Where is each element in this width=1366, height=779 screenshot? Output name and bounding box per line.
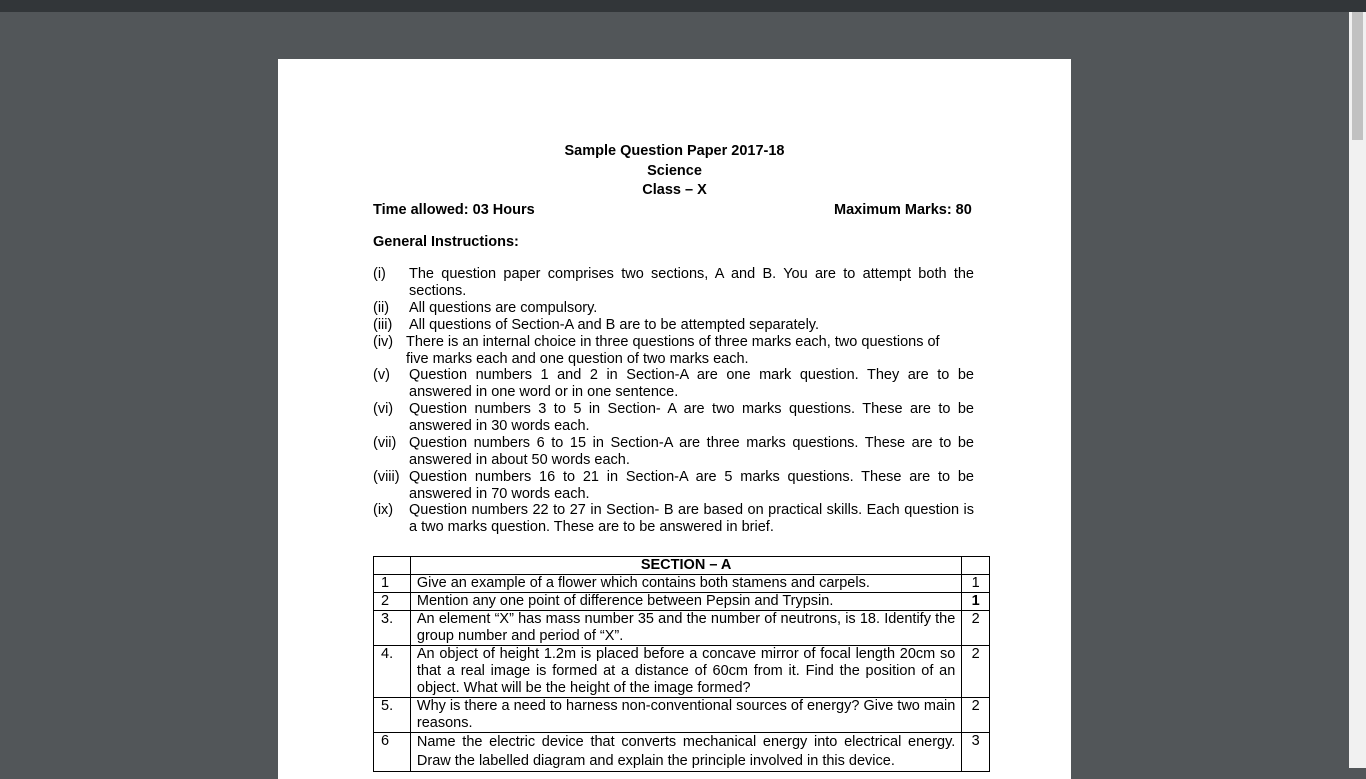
question-text: Why is there a need to harness non-conventional sources of energy? Give two main reasons.: [410, 698, 961, 733]
question-marks: 1: [962, 575, 990, 593]
instruction-number: (i): [373, 266, 386, 282]
paper-title: Sample Question Paper 2017-18: [564, 143, 785, 159]
instruction-text: All questions are compulsory.: [409, 300, 598, 316]
question-text: Name the electric device that converts mechanical energy into electrical energy. Draw the labelled diagram and explain the principle involved in this device.: [410, 733, 961, 772]
question-row: [374, 611, 990, 646]
question-marks: 2: [962, 611, 990, 646]
instruction-number: (vi): [373, 401, 394, 417]
question-number: 4.: [374, 646, 411, 698]
question-row: [374, 593, 990, 611]
question-text: Mention any one point of difference between Pepsin and Trypsin.: [410, 593, 961, 611]
question-row: [374, 646, 990, 698]
section-heading: SECTION – A: [410, 557, 961, 575]
scrollbar-thumb[interactable]: [1352, 12, 1363, 140]
question-text: An element “X” has mass number 35 and the number of neutrons, is 18. Identify the group number and period of “X”.: [410, 611, 961, 646]
general-instructions-heading: General Instructions:: [373, 234, 519, 250]
instruction-text: The question paper comprises two sections, A and B. You are to attempt both the sections.: [409, 266, 974, 299]
question-number: 5.: [374, 698, 411, 733]
instruction-text: Question numbers 3 to 5 in Section- A are two marks questions. These are to be answered in 30 words each.: [409, 401, 974, 434]
viewer-toolbar: [0, 0, 1366, 12]
instruction-number: (v): [373, 367, 390, 383]
instruction-text: Question numbers 1 and 2 in Section-A are one mark question. They are to be answered in one word or in one sentence.: [409, 367, 974, 400]
section-heading-row: [374, 557, 990, 575]
question-row: [374, 733, 990, 772]
question-number: 1: [374, 575, 411, 593]
paper-class: Class – X: [642, 182, 707, 198]
time-allowed: Time allowed: 03 Hours: [373, 202, 535, 218]
question-row: [374, 575, 990, 593]
question-row: [374, 698, 990, 733]
instruction-number: (ii): [373, 300, 390, 316]
maximum-marks: Maximum Marks: 80: [834, 202, 972, 218]
instruction-number: (iv): [373, 334, 394, 350]
question-number: 3.: [374, 611, 411, 646]
instruction-number: (iii): [373, 317, 393, 333]
instruction-text: Question numbers 6 to 15 in Section-A are three marks questions. These are to be answered in about 50 words each.: [409, 435, 974, 468]
section-a-table: [373, 556, 990, 772]
instruction-number: (viii): [373, 469, 400, 485]
question-marks: 2: [962, 698, 990, 733]
instruction-text: Question numbers 16 to 21 in Section-A are 5 marks questions. These are to be answered in 70 words each.: [409, 469, 974, 502]
question-text: Give an example of a flower which contains both stamens and carpels.: [410, 575, 961, 593]
instruction-text: There is an internal choice in three questions of three marks each, two questions of five marks each and one question of two marks each.: [406, 334, 940, 367]
instruction-text: Question numbers 22 to 27 in Section- B are based on practical skills. Each question is a two marks question. These are to be answered in brief.: [409, 502, 974, 535]
question-marks: 3: [962, 733, 990, 772]
question-marks: 2: [962, 646, 990, 698]
paper-subject: Science: [647, 163, 702, 179]
instruction-number: (vii): [373, 435, 397, 451]
vertical-scrollbar[interactable]: [1349, 12, 1366, 768]
question-marks: 1: [962, 593, 990, 611]
instruction-number: (ix): [373, 502, 394, 518]
question-number: 2: [374, 593, 411, 611]
question-text: An object of height 1.2m is placed before a concave mirror of focal length 20cm so that a real image is formed at a distance of 60cm from it. Find the position of an object. What will be the height of the image formed?: [410, 646, 961, 698]
question-number: 6: [374, 733, 411, 772]
document-page: [278, 59, 1071, 779]
instruction-text: All questions of Section-A and B are to be attempted separately.: [409, 317, 820, 333]
